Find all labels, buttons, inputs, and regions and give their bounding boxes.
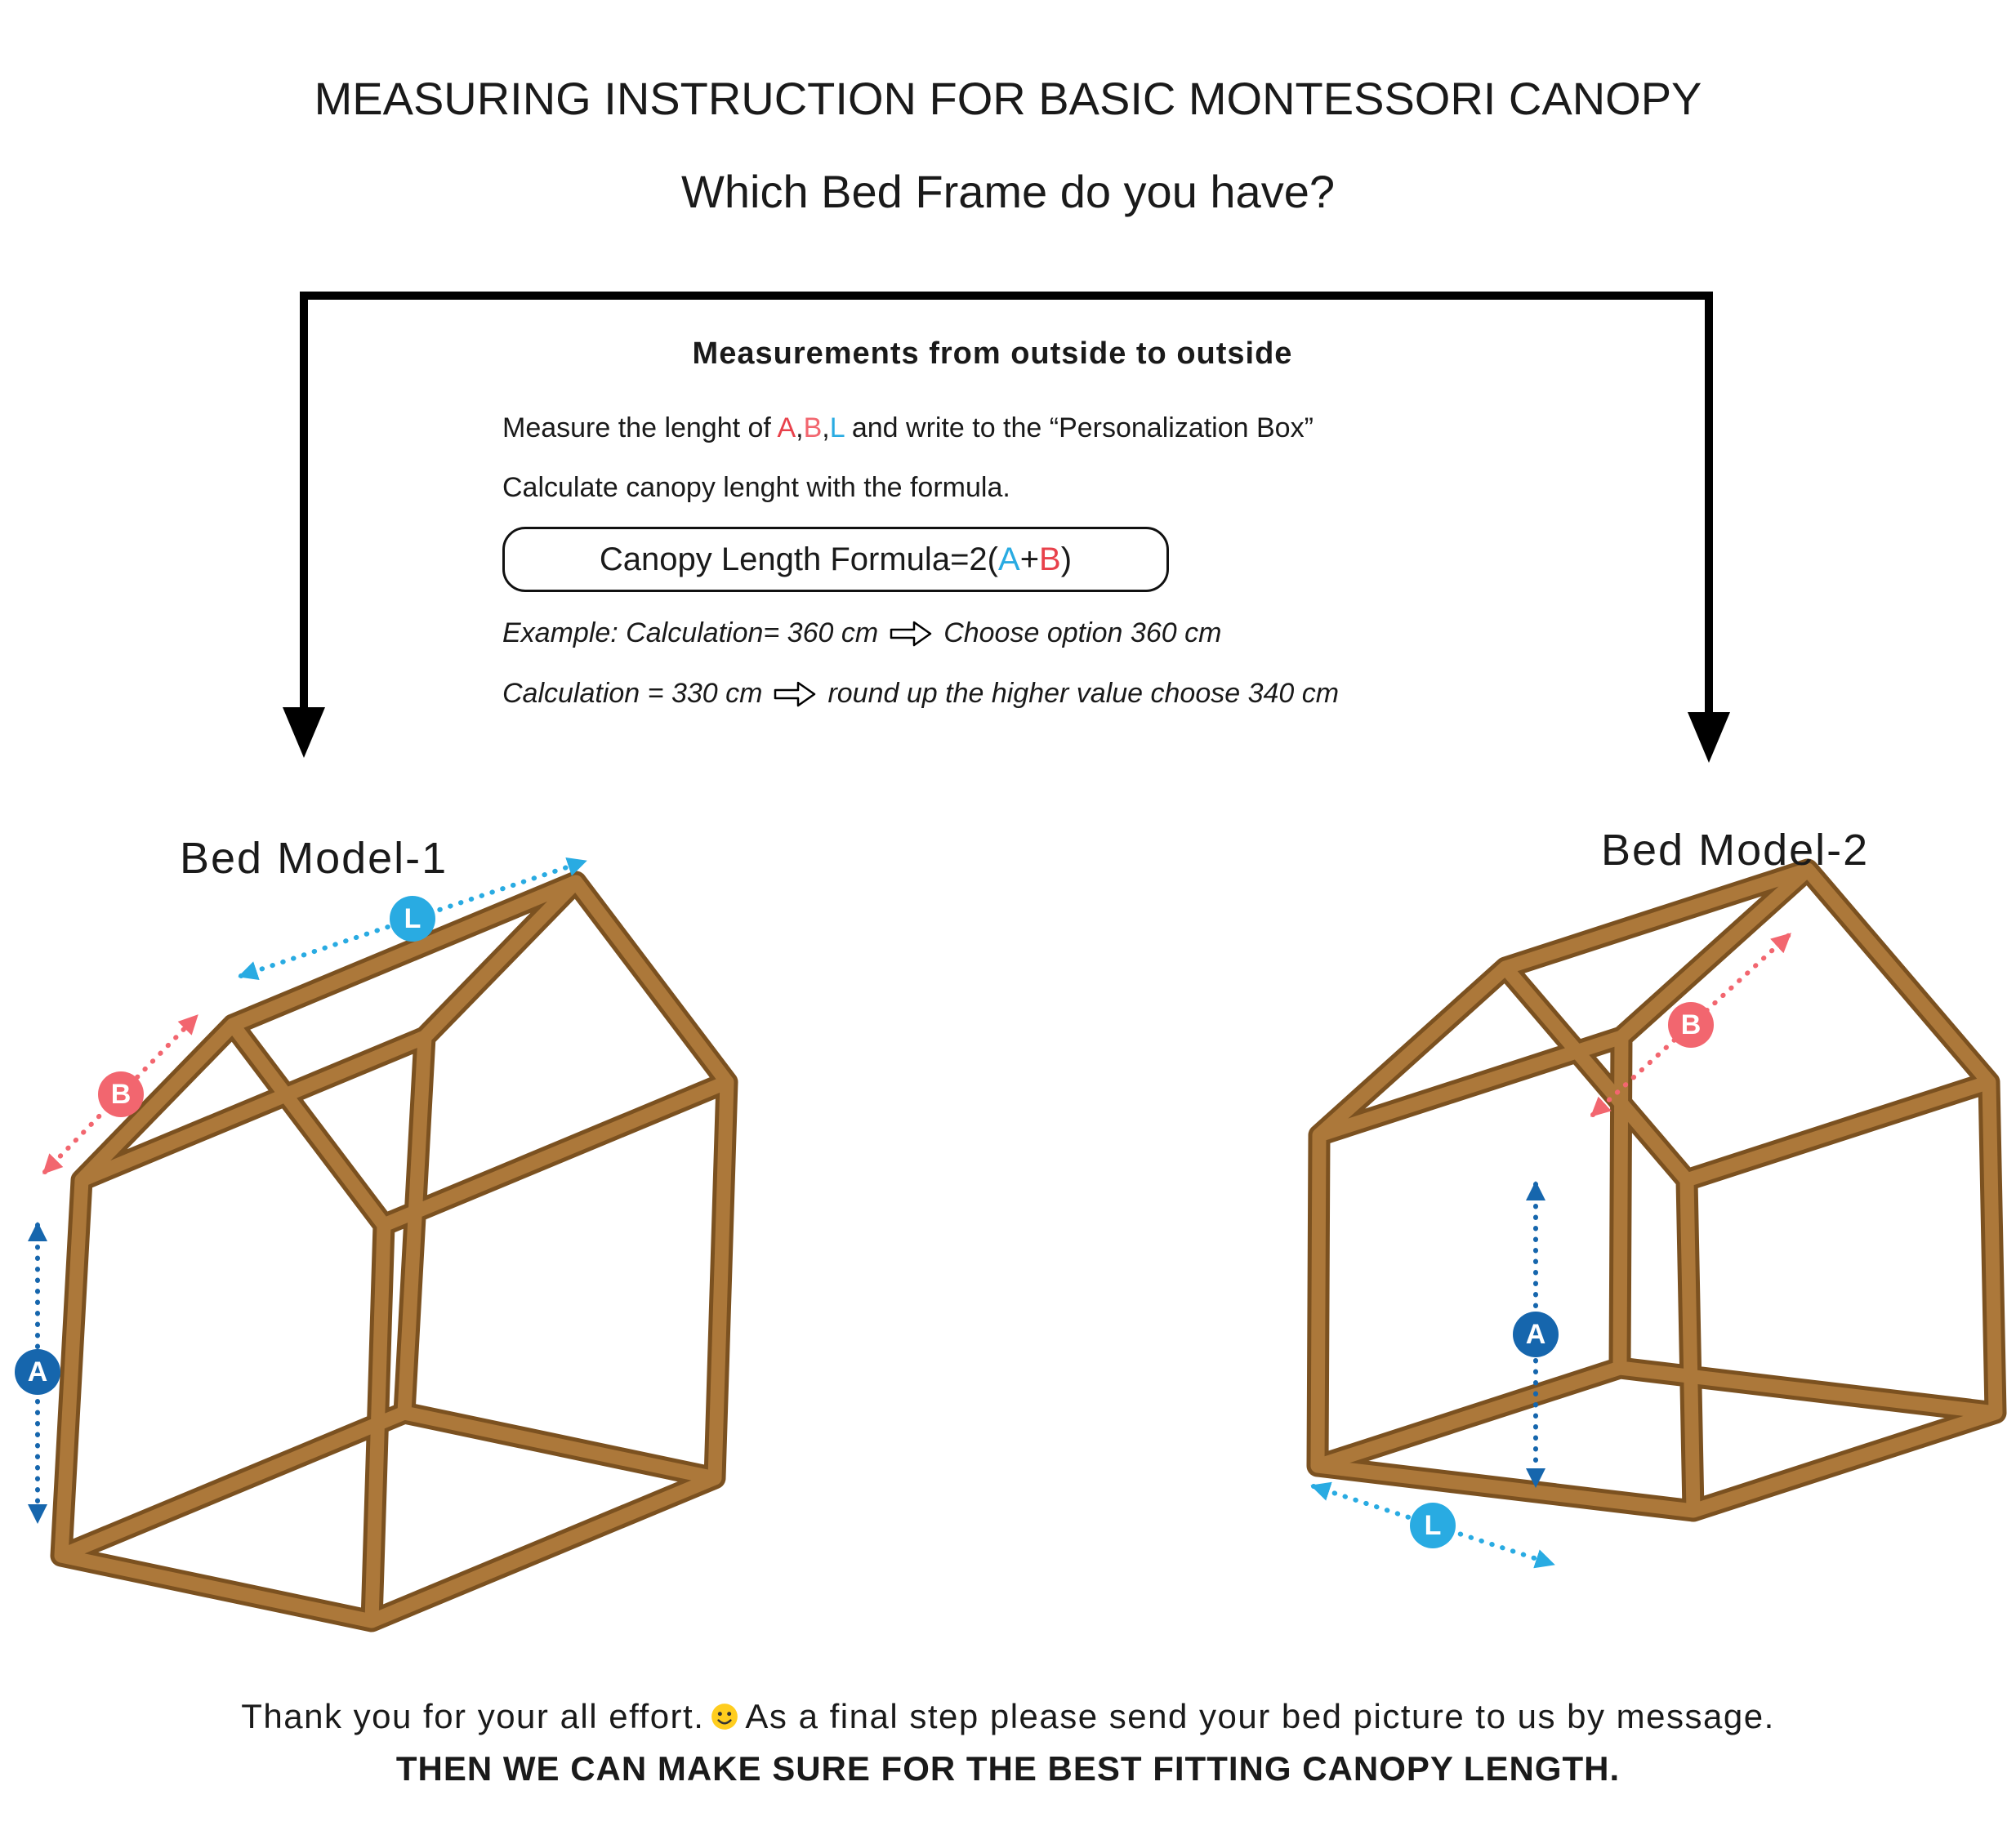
letter-a: A bbox=[777, 412, 796, 443]
example1-before: Example: Calculation= 360 cm bbox=[502, 617, 879, 648]
measurements-heading: Measurements from outside to outside bbox=[692, 336, 1293, 371]
page-title: MEASURING INSTRUCTION FOR BASIC MONTESSORI CANOPY bbox=[314, 73, 1702, 124]
example2-before: Calculation = 330 cm bbox=[502, 678, 763, 709]
canopy-formula-box bbox=[502, 527, 1169, 592]
formula-plus: + bbox=[1019, 541, 1040, 577]
footer-before-smiley: Thank you for your all effort. bbox=[241, 1697, 705, 1735]
bed-frame-model-1-illustration bbox=[61, 882, 727, 1621]
measure-suffix: and write to the “Personalization Box” bbox=[844, 412, 1314, 443]
example-line-2 bbox=[502, 678, 1339, 710]
marker-a-model1: A bbox=[15, 1349, 60, 1395]
block-right-arrow-icon bbox=[774, 679, 816, 709]
marker-l-model2: L bbox=[1410, 1503, 1456, 1548]
letter-b: B bbox=[803, 412, 823, 443]
formula-suffix: ) bbox=[1060, 541, 1073, 577]
down-arrowhead-left bbox=[283, 707, 325, 758]
bed-model-2-label: Bed Model-2 bbox=[1601, 826, 1870, 875]
marker-b-model1: B bbox=[98, 1071, 144, 1117]
smiley-face-icon bbox=[711, 1703, 738, 1730]
measure-instruction-line bbox=[502, 412, 1314, 444]
footer-thanks-line bbox=[0, 1697, 2016, 1736]
bed-frame-model-2-illustration bbox=[1318, 870, 1996, 1511]
footer-after-smiley: As a final step please send your bed picture to us by message. bbox=[745, 1697, 1775, 1735]
footer-bold-line: THEN WE CAN MAKE SURE FOR THE BEST FITTING CANOPY LENGTH. bbox=[395, 1749, 1621, 1788]
calculate-instruction-line: Calculate canopy lenght with the formula. bbox=[502, 472, 1010, 503]
comma: , bbox=[822, 412, 830, 443]
measure-prefix: Measure the lenght of bbox=[502, 412, 778, 443]
marker-b-model2: B bbox=[1668, 1002, 1714, 1048]
marker-a-model2: A bbox=[1513, 1312, 1559, 1357]
comma: , bbox=[796, 412, 804, 443]
formula-prefix: Canopy Length Formula=2( bbox=[599, 541, 998, 577]
example2-after: round up the higher value choose 340 cm bbox=[827, 678, 1340, 709]
down-arrowhead-right bbox=[1688, 712, 1730, 763]
block-right-arrow-icon bbox=[890, 619, 932, 648]
letter-l: L bbox=[829, 412, 845, 443]
page-subtitle: Which Bed Frame do you have? bbox=[681, 166, 1335, 217]
bed-model-1-label: Bed Model-1 bbox=[180, 834, 448, 883]
example1-after: Choose option 360 cm bbox=[943, 617, 1222, 648]
formula-letter-b: B bbox=[1039, 541, 1061, 577]
example-line-1 bbox=[502, 617, 1221, 649]
formula-letter-a: A bbox=[998, 541, 1020, 577]
marker-l-model1: L bbox=[390, 896, 435, 942]
